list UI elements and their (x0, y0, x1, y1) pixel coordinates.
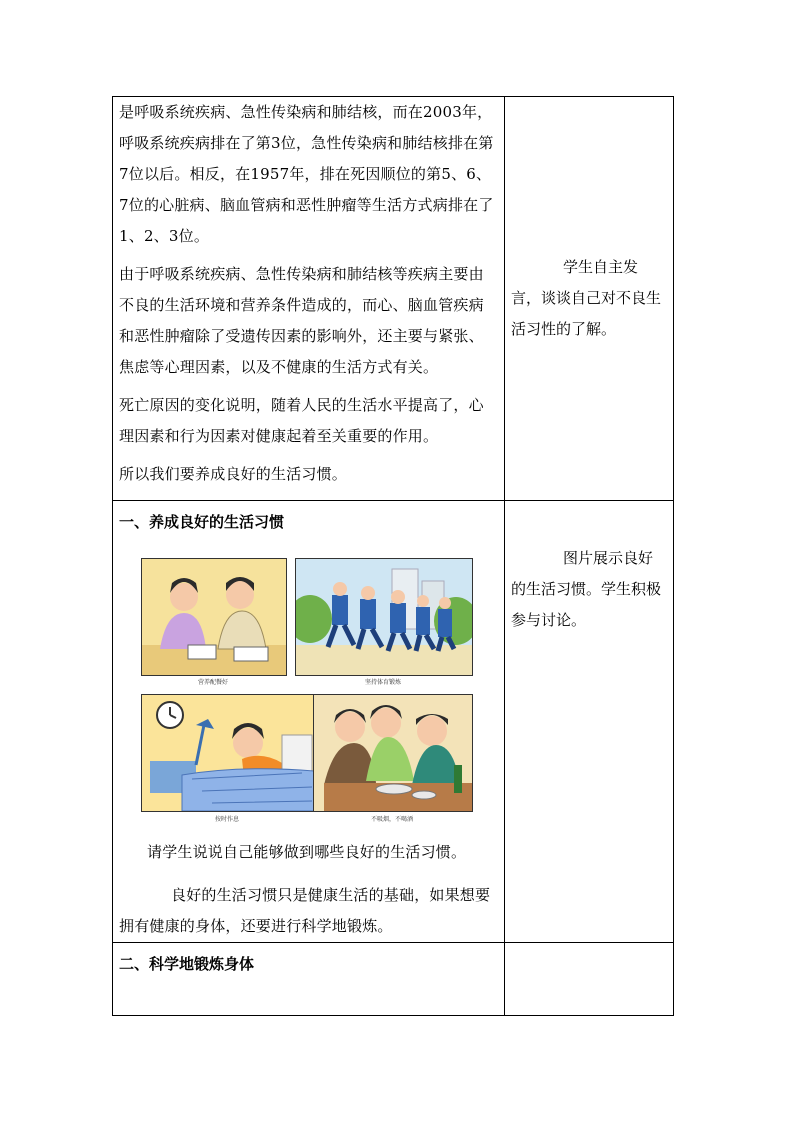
nutrition-illustration (141, 558, 287, 676)
exercise-illustration (295, 558, 473, 676)
paragraph: 请学生说说自己能够做到哪些良好的生活习惯。 (147, 843, 467, 861)
caption: 营养配餐好 (197, 679, 228, 686)
activity-cell (505, 97, 674, 501)
content-cell (113, 943, 505, 1016)
section-heading: 一、养成良好的生活习惯 (119, 513, 285, 531)
lesson-plan-table (112, 96, 674, 1016)
activity-cell (505, 501, 674, 943)
caption: 不吸烟，不喝酒 (370, 816, 413, 823)
paragraph: 死亡原因的变化说明，随着人民的生活水平提高了，心理因素和行为因素对健康起着至关重要的作用。 (119, 396, 484, 445)
no-smoking-illustration (313, 694, 473, 812)
paragraph: 是呼吸系统疾病、急性传染病和肺结核，而在2003年，呼吸系统疾病排在了第3位，急性传染病和肺结核排在第7位以后。相反，在1957年，排在死因顺位的第5、6、7位的心脏病、脑血管病和恶性肿瘤等生活方式病排在了1、2、3位。 (119, 103, 494, 245)
paragraph: 由于呼吸系统疾病、急性传染病和肺结核等疾病主要由不良的生活环境和营养条件造成的，而心、脑血管疾病和恶性肿瘤除了受遗传因素的影响外，还主要与紧张、焦虑等心理因素，以及不健康的生活方式有关。 (119, 265, 484, 376)
illustration-group (119, 535, 498, 823)
table-row (113, 501, 674, 943)
content-cell (113, 501, 505, 943)
activity-cell (505, 943, 674, 1016)
activity-text: 图片展示良好的生活习惯。学生积极参与讨论。 (511, 549, 662, 629)
rest-illustration (141, 694, 315, 812)
paragraph: 所以我们要养成良好的生活习惯。 (119, 465, 348, 483)
table-row (113, 943, 674, 1016)
activity-text: 学生自主发言，谈谈自己对不良生活习性的了解。 (511, 258, 662, 338)
caption: 坚持体育锻炼 (364, 679, 401, 686)
table-row (113, 97, 674, 501)
caption: 按时作息 (214, 816, 239, 823)
section-heading: 二、科学地锻炼身体 (119, 955, 255, 973)
content-cell (113, 97, 505, 501)
paragraph: 良好的生活习惯只是健康生活的基础，如果想要拥有健康的身体，还要进行科学地锻炼。 (119, 886, 491, 935)
